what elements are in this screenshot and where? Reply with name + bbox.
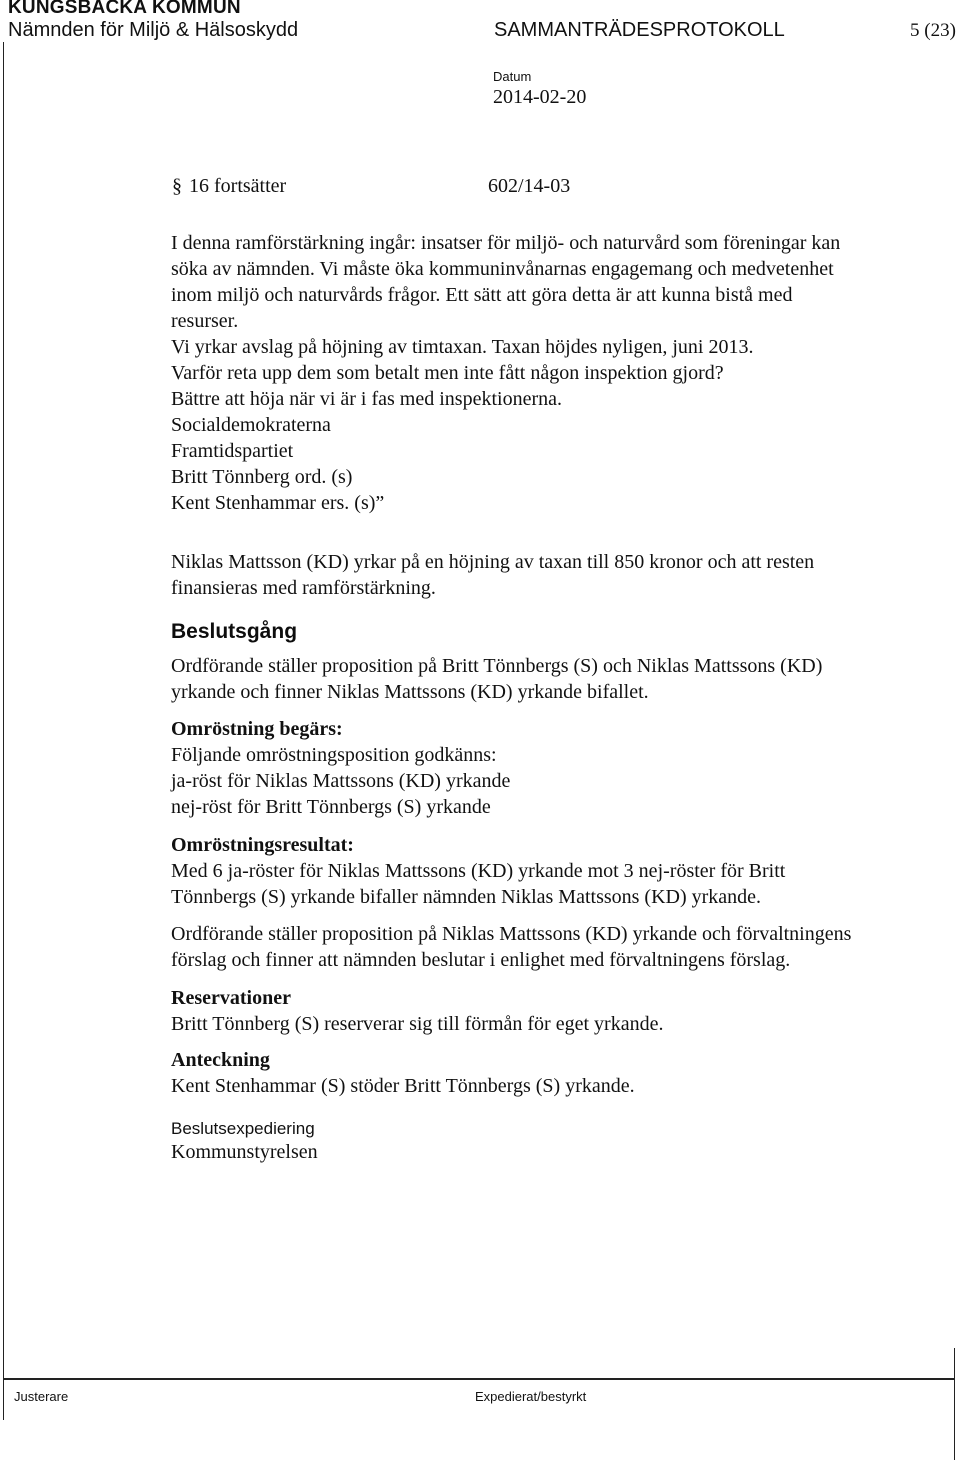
footer-adjuster-label: Justerare	[14, 1389, 69, 1404]
reservations-heading: Reservationer	[171, 987, 291, 1009]
decision-line: yrkande och finner Niklas Mattssons (KD) yrkande bifallet.	[171, 681, 649, 703]
reservations-block	[171, 985, 663, 1037]
motion-line: I denna ramförstärkning ingår: insatser för miljö- och naturvård som föreningar kan	[171, 232, 841, 254]
motion-line: Vi yrkar avslag på höjning av timtaxan. Taxan höjdes nyligen, juni 2013.	[171, 336, 754, 358]
decision-line: Ordförande ställer proposition på Britt Tönnbergs (S) och Niklas Mattssons (KD)	[171, 655, 823, 677]
dispatch-value: Kommunstyrelsen	[171, 1141, 318, 1163]
vote-request-line: Följande omröstningsposition godkänns:	[171, 744, 497, 766]
section-continues-label: 16 fortsätter	[189, 175, 287, 197]
dispatch-label: Beslutsexpediering	[171, 1119, 315, 1138]
note-block	[171, 1047, 635, 1099]
footer-divider	[3, 1378, 955, 1380]
final-decision-text	[171, 921, 851, 973]
case-reference: 602/14-03	[488, 175, 571, 197]
motion-line: inom miljö och naturvårds frågor. Ett sätt att göra detta är att kunna bistå med	[171, 284, 793, 306]
motion-line: resurser.	[171, 310, 239, 332]
organization-name: KUNGSBACKA KOMMUN	[8, 0, 241, 18]
final-decision-line: förslag och finner att nämnden beslutar i enlighet med förvaltningens förslag.	[171, 949, 791, 971]
vote-result-line: Tönnbergs (S) yrkande bifaller nämnden Niklas Mattssons (KD) yrkande.	[171, 886, 762, 908]
page-number: 5 (23)	[910, 20, 956, 41]
motion-line: Bättre att höja när vi är i fas med inspektionerna.	[171, 388, 562, 410]
motion-line: Kent Stenhammar ers. (s)”	[171, 492, 385, 514]
vote-result-heading: Omröstningsresultat:	[171, 834, 354, 856]
vote-request-heading: Omröstning begärs:	[171, 718, 343, 740]
note-text: Kent Stenhammar (S) stöder Britt Tönnbergs (S) yrkande.	[171, 1075, 635, 1097]
vote-request-block	[171, 716, 510, 820]
date-value: 2014-02-20	[493, 86, 587, 108]
vote-request-line: nej-röst för Britt Tönnbergs (S) yrkande	[171, 796, 491, 818]
right-margin-line	[954, 1348, 955, 1460]
document-type: SAMMANTRÄDESPROTOKOLL	[494, 19, 785, 41]
paragraph-sign: §	[172, 175, 182, 197]
motion-text	[171, 230, 840, 516]
motion-line: Britt Tönnberg ord. (s)	[171, 466, 353, 488]
motion-line: Varför reta upp dem som betalt men inte fått någon inspektion gjord?	[171, 362, 724, 384]
proposal-line: finansieras med ramförstärkning.	[171, 577, 436, 599]
board-name: Nämnden för Miljö & Hälsoskydd	[8, 19, 299, 41]
date-label: Datum	[493, 69, 532, 84]
proposal-text	[171, 549, 814, 601]
vote-result-block	[171, 832, 785, 910]
proposal-line: Niklas Mattsson (KD) yrkar på en höjning av taxan till 850 kronor och att resten	[171, 551, 815, 573]
motion-line: Socialdemokraterna	[171, 414, 331, 436]
footer-certified-label: Expedierat/bestyrkt	[475, 1389, 587, 1404]
note-heading: Anteckning	[171, 1049, 270, 1071]
decision-process-text	[171, 653, 822, 705]
vote-request-line: ja-röst för Niklas Mattssons (KD) yrkande	[171, 770, 511, 792]
vote-result-line: Med 6 ja-röster för Niklas Mattssons (KD) yrkande mot 3 nej-röster för Britt	[171, 860, 786, 882]
motion-line: söka av nämnden. Vi måste öka kommuninvånarnas engagemang och medvetenhet	[171, 258, 834, 280]
reservations-text: Britt Tönnberg (S) reserverar sig till förmån för eget yrkande.	[171, 1013, 664, 1035]
final-decision-line: Ordförande ställer proposition på Niklas Mattssons (KD) yrkande och förvaltningens	[171, 923, 852, 945]
decision-process-heading: Beslutsgång	[171, 620, 298, 643]
motion-line: Framtidspartiet	[171, 440, 294, 462]
left-margin-line	[3, 42, 4, 1420]
